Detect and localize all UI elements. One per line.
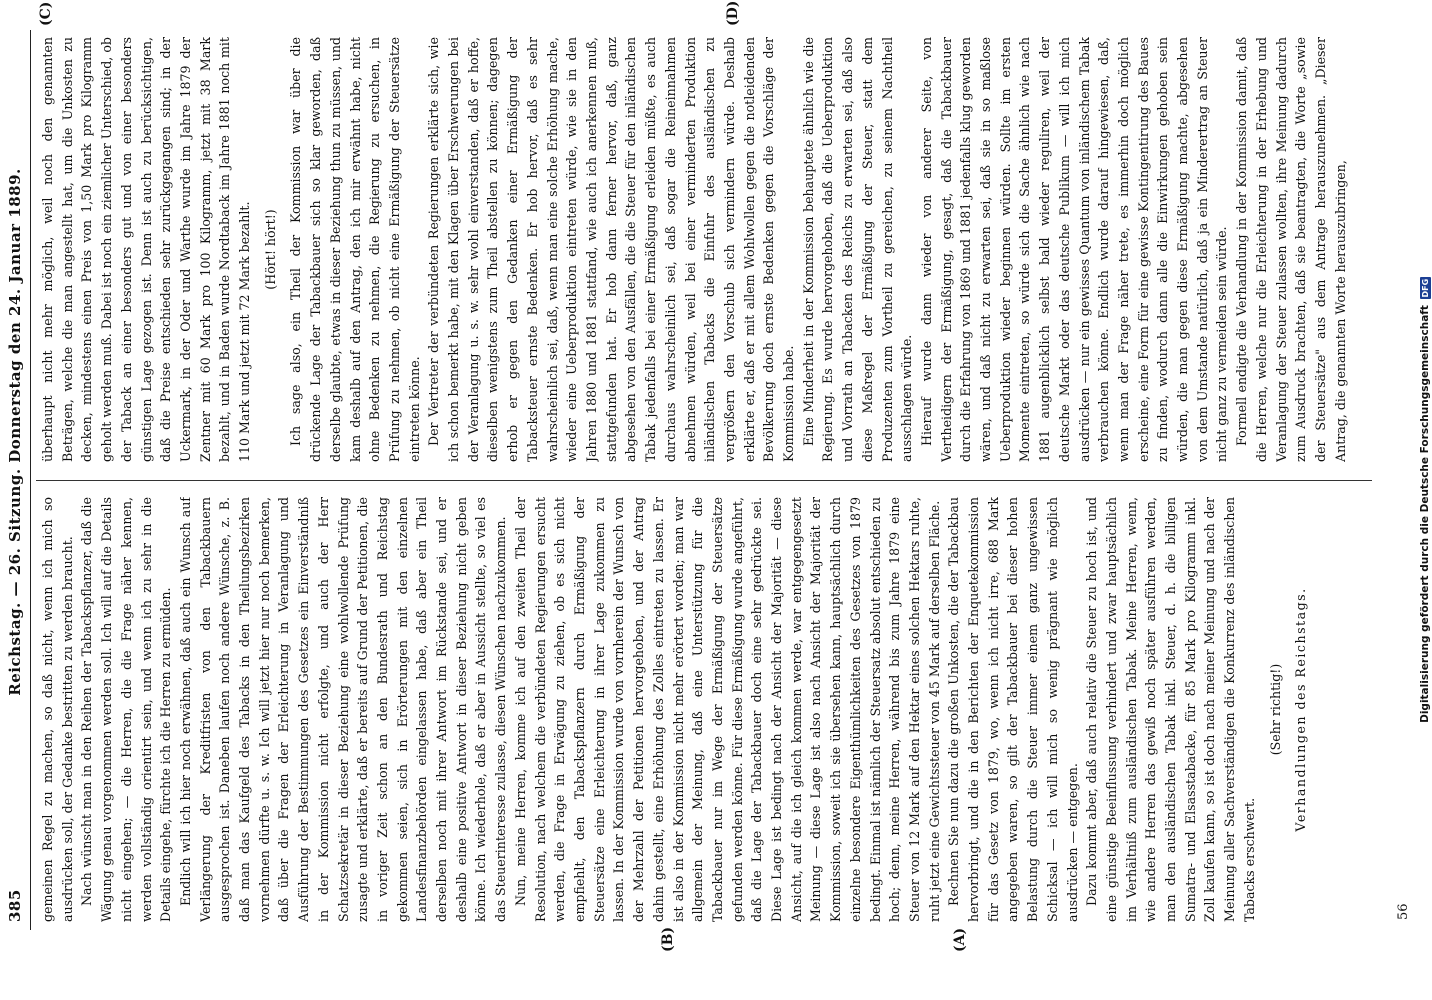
page-number: 385 [6,889,24,922]
margin-mark-c: (C) [38,1,54,26]
header-rule [30,30,31,930]
dfg-logo-icon: DFG [1420,278,1430,298]
paragraph: Endlich will ich hier noch erwähnen, daß auch ein Wunsch auf Verlängerung der Kreditfristen von den Tabackbauern ausgesprochen ist. Daneben laufen noch andere Wünsche, z. B. daß man das Kaufgeld des Tabacks in den Theilungsbezirken vornehmen dürfte u. s. w. Ich will jetzt hier nur noch bemerken, daß über die Fragen der Erleichterung in Veranlagung und Ausführung der Bestimmungen des Gesetzes ein Einverständniß in der Kommission nicht erfolgte, und auch der Herr Schatzsekretär in dieser Beziehung eine wohlwollende Prüfung zusagte und erklärte, daß er bereits auf Grund der Petitionen, die in voriger Zeit schon an den Bundesrath und Reichstag gekommen seien, sich in Erörterungen mit den einzelnen Landesfinanzbehörden eingelassen habe, daß aber ein Theil derselben noch mit ihrer Antwort im Rückstande sei, und er deshalb eine positive Antwort in dieser Beziehung nicht geben könne. Ich wiederhole, daß er aber in Aussicht stellte, so viel es das Steuerinteresse zulasse, diesen Wünschen nachzukommen. [177,497,509,922]
page-header [4,32,30,922]
digitization-footer [1418,0,1432,1000]
column-footer: Verhandlungen des Reichstags. [1293,587,1309,832]
paragraph: überhaupt nicht mehr möglich, weil noch den genannten Beträgen, welche die man angestellt hat, um die Unkosten zu decken, mindestens einen Preis von 1,50 Mark pro Kilogramm geholt werden muß. Dabei ist noch ein ziemlicher Unterschied, ob der Taback an einer besonders gut und von einer besonders günstigen Lage gezogen ist. Denn ist auch zu berücksichtigen, daß die Preise entschieden sehr zurückgegangen sind; in der Uckermark, in der Oder und Warthe wurde im Jahre 1879 der Zentner mit 60 Mark pro 100 Kilogramm, jetzt mit 38 Mark bezahlt, und in Baden wurde Nordtaback im Jahre 1881 noch mit 110 Mark und jetzt mit 72 Mark bezahlt. [40,37,253,462]
paragraph: Ich sage also, ein Theil der Kommission war über die drückende Lage der Tabackbauer sich so klar geworden, daß derselbe glaubte, etwas in dieser Beziehung thun zu müssen, und kam deshalb auf den Antrag, den ich mir erwähnt habe, nicht ohne Bedenken zu nehmen, die Regierung zu ersuchen, in Prüfung zu nehmen, ob nicht eine Ermäßigung der Steuersätze eintreten könne. [288,37,422,462]
column-divider [36,480,1372,481]
margin-mark-d: (D) [725,0,741,26]
margin-mark-a: (A) [952,927,968,952]
interjection: (Sehr richtig!) [1267,663,1283,756]
paragraph: Der Vertreter der verbündeten Regierungen erklärte sich, wie ich schon bemerkt habe, mit den Klagen über Erschwerungen bei der Veranlagung u. s. w. sehr wohl einverstanden, daß er hoffe, dieselben wenigstens zum Theil abstellen zu können; dagegen erhob er gegen den Gedanken einer Ermäßigung der Tabacksteuer ernste Bedenken. Er hob hervor, daß es sehr wahrscheinlich sei, daß, wenn man eine solche Erhöhung mache, wieder eine Ueberproduktion eintreten würde, wie sie in den Jahren 1880 und 1881 stattfand, wie auch ich anerkennen muß, stattgefunden hat. Er hob dann ferner hervor, daß, ganz abgesehen von den Ausfällen, die die Steuer für den inländischen Tabak jedenfalls bei einer Ermäßigung erleiden müßte, es auch durchaus wahrscheinlich sei, daß sogar die Reineinnahmen abnehmen würden, weil bei einer verminderten Produktion inländischen Tabacks die Einfuhr des ausländischen zu vergrößern den Vorschub sich vermindern würde. Deshalb erklärte er, daß er mit allem Wohlwollen gegen die notleidenden Bevölkerung doch ernste Bedenken gegen die Vorschläge der Kommission habe. [426,37,797,462]
sheet-number: 56 [1396,903,1411,920]
paragraph: Hierauf wurde dann wieder von anderer Seite, von Vertheidigern der Ermäßigung, gesagt, daß die Tabackbauer durch die Erfahrung von 1869 und 1881 jedenfalls klug geworden wären, und daß nicht zu erwarten sei, daß sie in so maßlose Ueberproduktion wieder beginnen würden. Sollte im ersten Momente eintreten, so würde sich die Sache ähnlich wie nach 1881 augenblicklich selbst bald wieder reguliren, weil der deutsche Markt oder das deutsche Publikum — will ich mich ausdrücken — nur ein gewisses Quantum von inländischem Tabak verbrauchen könne. Endlich wurde darauf hingewiesen, daß, wenn man der Frage näher trete, es immerhin doch möglich erscheine, eine Form für eine gewisse Kontingentirung des Baues zu finden, wodurch dann alle die Einwirkungen gehoben sein würden, die man gegen diese Ermäßigung machte, abgesehen von dem Umstande natürlich, daß ja ein Minderertrag an Steuer nicht ganz zu vermeiden sein würde. [918,37,1230,462]
paragraph: Nun, meine Herren, komme ich auf den zweiten Theil der Resolution, nach welchem die verbündeten Regierungen ersucht werden, die Frage in Erwägung zu ziehen, ob es sich nicht empfiehlt, den Tabackspflanzern durch Ermäßigung der Steuersätze eine Erleichterung in ihrer Lage zukommen zu lassen. In der Kommission wurde von vornherein der Wunsch von der Mehrzahl der Petitionen hervorgehoben, und der Antrag dahin gestellt, eine Erhöhung des Zolles eintreten zu lassen. Er ist also in der Kommission nicht mehr erörtert worden; man war allgemein der Meinung, daß eine Unterstützung für die Tabackbauer nur im Wege der Ermäßigung der Steuersätze gefunden werden könne. Für diese Ermäßigung wurde angeführt, daß die Lage der Tabackbauer doch eine sehr gedrückte sei. Diese Lage ist bedingt nach der Ansicht der Majorität — diese Ansicht, auf die ich gleich kommen werde, war entgegengesetzt Meinung — diese Lage ist also nach Ansicht der Majorität der Kommission, soweit ich sie übersehen kann, hauptsächlich durch einzelne besondere Eigenthümlichkeiten des Gesetzes von 1879 bedingt. Einmal ist nämlich der Steuersatz absolut entschieden zu hoch; denn, meine Herren, während bis zum Jahre 1879 eine Steuer von 12 Mark auf den Hektar eines solchen Hektars ruhte, ruht jetzt eine Gewichtssteuer von 45 Mark auf derselben Fläche. [512,497,942,922]
right-column [38,37,1402,462]
paragraph: Formell endigte die Verhandlung in der Kommission damit, daß die Herren, welche nur die Erleichterung in der Erhebung und Veranlagung der Steuer zulassen wollten, ihre Meinung dadurch zum Ausdruck brachten, daß sie beantragten, die Worte „sowie der Steuersätze" aus dem Antrage herauszunehmen. „Dieser Antrag, die genannten Worte herauszubringen, [1234,37,1348,462]
margin-mark-b: (B) [660,926,676,952]
paragraph: Rechnen Sie nun dazu die großen Unkosten, die der Tabackbau hervorbringt, und die in den Berichten der Enquetekommission für das Gesetz von 1879, wo, wenn ich nicht irre, 688 Mark angegeben waren, so gilt der Tabackbauer bei dieser hohen Belastung durch die Steuer immer einem ganz ungewissen Schicksal — ich will mich so wenig prägnant wie möglich ausdrücken — entgegen. [946,497,1080,922]
paragraph: Nach wünscht man in den Reihen der Tabackspflanzer, daß die Wägung genau vorgenommen werden soll. Ich will auf die Details nicht eingehen; — die Herren, die die Frage näher kennen, werden vollständig orientirt sein, und wenn ich zu sehr in die Details eingehe, fürchte ich die Herren zu ermüden. [79,497,174,922]
digitization-note: Digitalisierung gefördert durch die Deutsche Forschungsgemeinschaft [1419,305,1431,723]
page-title: Reichstag. — 26. Sitzung. Donnerstag den 24. Januar 1889. [6,168,24,696]
left-column [38,497,1402,922]
interjection: (Hört! hört!) [262,209,278,290]
paragraph: gemeinen Regel zu machen, so daß nicht, wenn ich mich so ausdrücken soll, der Gedanke bestritten zu werden braucht. [40,497,75,922]
paragraph: Dazu kommt aber, daß auch relativ die Steuer zu hoch ist, und eine günstige Beeinflussung verhindert und zwar hauptsächlich im Verhältniß zum ausländischen Tabak. Meine Herren, wenn, wie andere Herren das gewiß noch später ausführen werden, man den ausländischen Tabak inkl. Steuer, d. h. die billigen Sumatra- und Elsasstabacke, für 85 Mark pro Kilogramm inkl. Zoll kaufen kann, so ist doch nach meiner Meinung und nach der Meinung aller Sachverständigen die Konkurrenz des inländischen Tabacks erschwert. [1084,497,1257,922]
paragraph: Eine Minderheit in der Kommission behauptete ähnlich wie die Regierung. Es wurde hervorgehoben, daß die Ueberproduktion und Vorrath an Tabacken des Reichs zu erwarten sei, daß also diese Maßregel der Ermäßigung der Steuer, statt dem Produzenten zum Vortheil zu gereichen, zu seinem Nachtheil ausschlagen würde. [800,37,915,462]
